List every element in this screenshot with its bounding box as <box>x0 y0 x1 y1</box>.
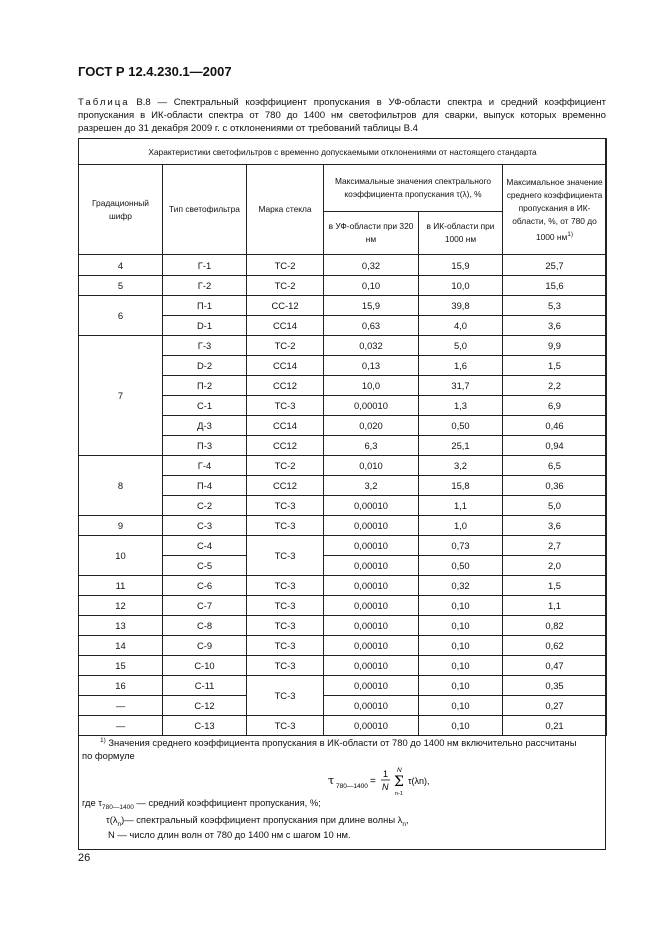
cell-ir: 15,9 <box>419 255 503 276</box>
cell-ir: 0,10 <box>419 636 503 656</box>
cell-type: П-3 <box>163 436 247 456</box>
cell-avg: 0,21 <box>503 716 607 736</box>
cell-glass: ТС-3 <box>247 676 324 716</box>
table-row <box>79 456 607 476</box>
cell-avg: 0,36 <box>503 476 607 496</box>
footnote-lambda-sub: n <box>402 820 406 828</box>
footnote-where-text: — средний коэффициент пропускания, %; <box>133 797 321 808</box>
cell-uv: 15,9 <box>324 296 419 316</box>
table-row <box>79 296 607 316</box>
cell-type: С-6 <box>163 576 247 596</box>
cell-shade: 11 <box>79 576 163 596</box>
table-row <box>79 516 607 536</box>
cell-ir: 10,0 <box>419 276 503 296</box>
cell-type: С-8 <box>163 616 247 636</box>
cell-ir: 4,0 <box>419 316 503 336</box>
cell-ir: 0,10 <box>419 716 503 736</box>
formula-tau: τ <box>328 774 335 787</box>
footnote-line5: N — число длин волн от 780 до 1400 нм с шагом 10 нм. <box>108 829 351 840</box>
cell-uv: 0,00010 <box>324 496 419 516</box>
cell-glass: ТС-3 <box>247 396 324 416</box>
cell-avg: 5,3 <box>503 296 607 316</box>
cell-type: С-11 <box>163 676 247 696</box>
cell-shade: 12 <box>79 596 163 616</box>
cell-glass: СС12 <box>247 376 324 396</box>
col-header-uv: в УФ-области при 320 нм <box>324 212 419 255</box>
cell-ir: 0,10 <box>419 656 503 676</box>
cell-uv: 0,00010 <box>324 656 419 676</box>
table-row <box>79 276 607 296</box>
cell-uv: 0,00010 <box>324 596 419 616</box>
cell-glass: СС12 <box>247 436 324 456</box>
footnote-tau-a: τ(λ <box>106 814 118 825</box>
formula-term: τ(λn), <box>408 776 430 786</box>
cell-uv: 0,00010 <box>324 636 419 656</box>
cell-uv: 0,10 <box>324 276 419 296</box>
cell-ir: 5,0 <box>419 336 503 356</box>
cell-uv: 6,3 <box>324 436 419 456</box>
cell-glass: ТС-3 <box>247 636 324 656</box>
cell-type: С-3 <box>163 516 247 536</box>
cell-type: Г-1 <box>163 255 247 276</box>
cell-type: С-9 <box>163 636 247 656</box>
cell-type: D-1 <box>163 316 247 336</box>
cell-glass: ТС-3 <box>247 536 324 576</box>
formula-sigma: Σ <box>394 774 404 790</box>
footnote-line2: по формуле <box>82 750 135 761</box>
formula-sig-bot: n-1 <box>395 791 403 797</box>
table-row <box>79 636 607 656</box>
col-header-shade: Градационный шифр <box>79 165 163 255</box>
cell-uv: 0,00010 <box>324 536 419 556</box>
cell-type: С-5 <box>163 556 247 576</box>
cell-glass: CC14 <box>247 356 324 376</box>
cell-avg: 0,82 <box>503 616 607 636</box>
cell-shade: 6 <box>79 296 163 336</box>
cell-ir: 1,1 <box>419 496 503 516</box>
cell-shade: 4 <box>79 255 163 276</box>
table-top-header: Характеристики светофильтров с временно допускаемыми отклонениями от настоящего стандарта <box>79 139 607 165</box>
cell-glass: CC14 <box>247 316 324 336</box>
cell-type: С-10 <box>163 656 247 676</box>
table-caption-text: В.8 — Спектральный коэффициент пропускания в УФ-области спектра и средний коэффициент пропускания в ИК-области спектра от 780 до 1400 нм светофильтров для сварки, выпуск которых временно разрешен до 31 декабря 2009 г. с отклонениями от требований таблицы В.4 <box>78 97 606 134</box>
col-header-ir: в ИК-области при 1000 нм <box>419 212 503 255</box>
footnote-where: где τ <box>82 797 102 808</box>
cell-shade: 16 <box>79 676 163 696</box>
page-number: 26 <box>78 852 91 864</box>
cell-avg: 25,7 <box>503 255 607 276</box>
cell-shade: 15 <box>79 656 163 676</box>
cell-type: Г-2 <box>163 276 247 296</box>
footnote-tau-b: )— спектральный коэффициент пропускания при длине волны λ <box>121 814 403 825</box>
cell-uv: 0,032 <box>324 336 419 356</box>
formula-N: N <box>382 782 389 792</box>
cell-avg: 2,0 <box>503 556 607 576</box>
cell-uv: 0,00010 <box>324 696 419 716</box>
cell-avg: 6,5 <box>503 456 607 476</box>
cell-uv: 0,00010 <box>324 716 419 736</box>
col-header-type: Тип светофильтра <box>163 165 247 255</box>
col-header-avg-text: Максимальное значение среднего коэффициента пропускания в ИК-области, %, от 780 до 1000 нм <box>506 176 603 242</box>
cell-avg: 0,27 <box>503 696 607 716</box>
cell-uv: 0,00010 <box>324 576 419 596</box>
cell-avg: 9,9 <box>503 336 607 356</box>
cell-shade: 14 <box>79 636 163 656</box>
cell-ir: 1,6 <box>419 356 503 376</box>
cell-shade: 13 <box>79 616 163 636</box>
cell-glass: ТС-3 <box>247 656 324 676</box>
cell-ir: 0,10 <box>419 616 503 636</box>
cell-ir: 0,50 <box>419 556 503 576</box>
formula <box>326 763 486 799</box>
footnote-tau-c: , <box>405 814 409 825</box>
cell-ir: 39,8 <box>419 296 503 316</box>
cell-avg: 3,6 <box>503 316 607 336</box>
cell-shade: 7 <box>79 336 163 456</box>
cell-uv: 0,00010 <box>324 616 419 636</box>
cell-glass: СС12 <box>247 476 324 496</box>
cell-avg: 0,35 <box>503 676 607 696</box>
cell-type: С-12 <box>163 696 247 716</box>
cell-glass: СС14 <box>247 416 324 436</box>
footnote-text1: Значения среднего коэффициента пропускания в ИК-области от 780 до 1400 нм включительно рассчитаны <box>105 737 577 749</box>
cell-glass: ТС-3 <box>247 596 324 616</box>
cell-glass: ТС-2 <box>247 255 324 276</box>
cell-avg: 1,1 <box>503 596 607 616</box>
cell-ir: 31,7 <box>419 376 503 396</box>
cell-uv: 0,00010 <box>324 396 419 416</box>
cell-type: С-1 <box>163 396 247 416</box>
cell-ir: 0,73 <box>419 536 503 556</box>
formula-eq: = <box>370 776 376 787</box>
cell-type: Г-4 <box>163 456 247 476</box>
cell-glass: ТС-3 <box>247 516 324 536</box>
cell-uv: 0,13 <box>324 356 419 376</box>
cell-type: П-2 <box>163 376 247 396</box>
table-row <box>79 676 607 696</box>
cell-avg: 0,46 <box>503 416 607 436</box>
footnote-line1 <box>100 733 576 750</box>
cell-glass: ТС-2 <box>247 456 324 476</box>
table-caption <box>78 96 606 135</box>
cell-ir: 15,8 <box>419 476 503 496</box>
cell-ir: 25,1 <box>419 436 503 456</box>
cell-avg: 2,7 <box>503 536 607 556</box>
footnote-tau-sub: n <box>117 820 122 828</box>
cell-ir: 1,0 <box>419 516 503 536</box>
cell-avg: 3,6 <box>503 516 607 536</box>
cell-shade: 8 <box>79 456 163 516</box>
cell-type: П-4 <box>163 476 247 496</box>
cell-type: С-4 <box>163 536 247 556</box>
filters-table <box>78 138 607 736</box>
footnote-where-sub: 780—1400 <box>102 803 134 811</box>
cell-avg: 1,5 <box>503 356 607 376</box>
formula-sig-top: N <box>397 767 402 774</box>
document-code: ГОСТ Р 12.4.230.1—2007 <box>78 64 232 79</box>
cell-ir: 0,10 <box>419 676 503 696</box>
cell-avg: 0,62 <box>503 636 607 656</box>
cell-shade: — <box>79 716 163 736</box>
cell-uv: 0,00010 <box>324 516 419 536</box>
cell-ir: 0,10 <box>419 696 503 716</box>
cell-uv: 10,0 <box>324 376 419 396</box>
cell-shade: 10 <box>79 536 163 576</box>
cell-uv: 0,00010 <box>324 676 419 696</box>
cell-type: С-7 <box>163 596 247 616</box>
cell-shade: 5 <box>79 276 163 296</box>
cell-ir: 1,3 <box>419 396 503 416</box>
cell-uv: 3,2 <box>324 476 419 496</box>
cell-type: С-13 <box>163 716 247 736</box>
cell-glass: ТС-2 <box>247 276 324 296</box>
formula-one: 1 <box>383 769 389 779</box>
cell-glass: ТС-3 <box>247 616 324 636</box>
cell-shade: 9 <box>79 516 163 536</box>
cell-avg: 5,0 <box>503 496 607 516</box>
table-row <box>79 656 607 676</box>
table-row <box>79 596 607 616</box>
cell-type: Д-3 <box>163 416 247 436</box>
formula-sub: 780—1400 <box>336 783 368 790</box>
cell-avg: 0,94 <box>503 436 607 456</box>
cell-type: П-1 <box>163 296 247 316</box>
col-header-avg <box>503 165 607 255</box>
footnote-marker: 1) <box>100 737 106 744</box>
cell-avg: 15,6 <box>503 276 607 296</box>
cell-shade: — <box>79 696 163 716</box>
cell-ir: 0,32 <box>419 576 503 596</box>
col-header-avg-sup: 1) <box>567 230 574 238</box>
table-row <box>79 576 607 596</box>
cell-type: Г-3 <box>163 336 247 356</box>
cell-uv: 0,00010 <box>324 556 419 576</box>
table-row <box>79 616 607 636</box>
table-row <box>79 536 607 556</box>
cell-avg: 1,5 <box>503 576 607 596</box>
cell-glass: ТС-3 <box>247 716 324 736</box>
cell-ir: 3,2 <box>419 456 503 476</box>
cell-avg: 6,9 <box>503 396 607 416</box>
table-row <box>79 696 607 716</box>
cell-glass: СС-12 <box>247 296 324 316</box>
col-header-max-spectral: Максимальные значения спектрального коэффициента пропускания τ(λ), % <box>324 165 503 212</box>
cell-ir: 0,10 <box>419 596 503 616</box>
table-row <box>79 336 607 356</box>
table-caption-label: Таблица <box>78 97 130 108</box>
table-row <box>79 255 607 276</box>
cell-avg: 0,47 <box>503 656 607 676</box>
col-header-glass: Марка стекла <box>247 165 324 255</box>
cell-uv: 0,010 <box>324 456 419 476</box>
cell-glass: ТС-3 <box>247 576 324 596</box>
cell-glass: ТС-3 <box>247 496 324 516</box>
cell-ir: 0,50 <box>419 416 503 436</box>
cell-uv: 0,32 <box>324 255 419 276</box>
cell-avg: 2,2 <box>503 376 607 396</box>
cell-uv: 0,020 <box>324 416 419 436</box>
cell-uv: 0,63 <box>324 316 419 336</box>
cell-glass: ТС-2 <box>247 336 324 356</box>
cell-type: D-2 <box>163 356 247 376</box>
cell-type: С-2 <box>163 496 247 516</box>
